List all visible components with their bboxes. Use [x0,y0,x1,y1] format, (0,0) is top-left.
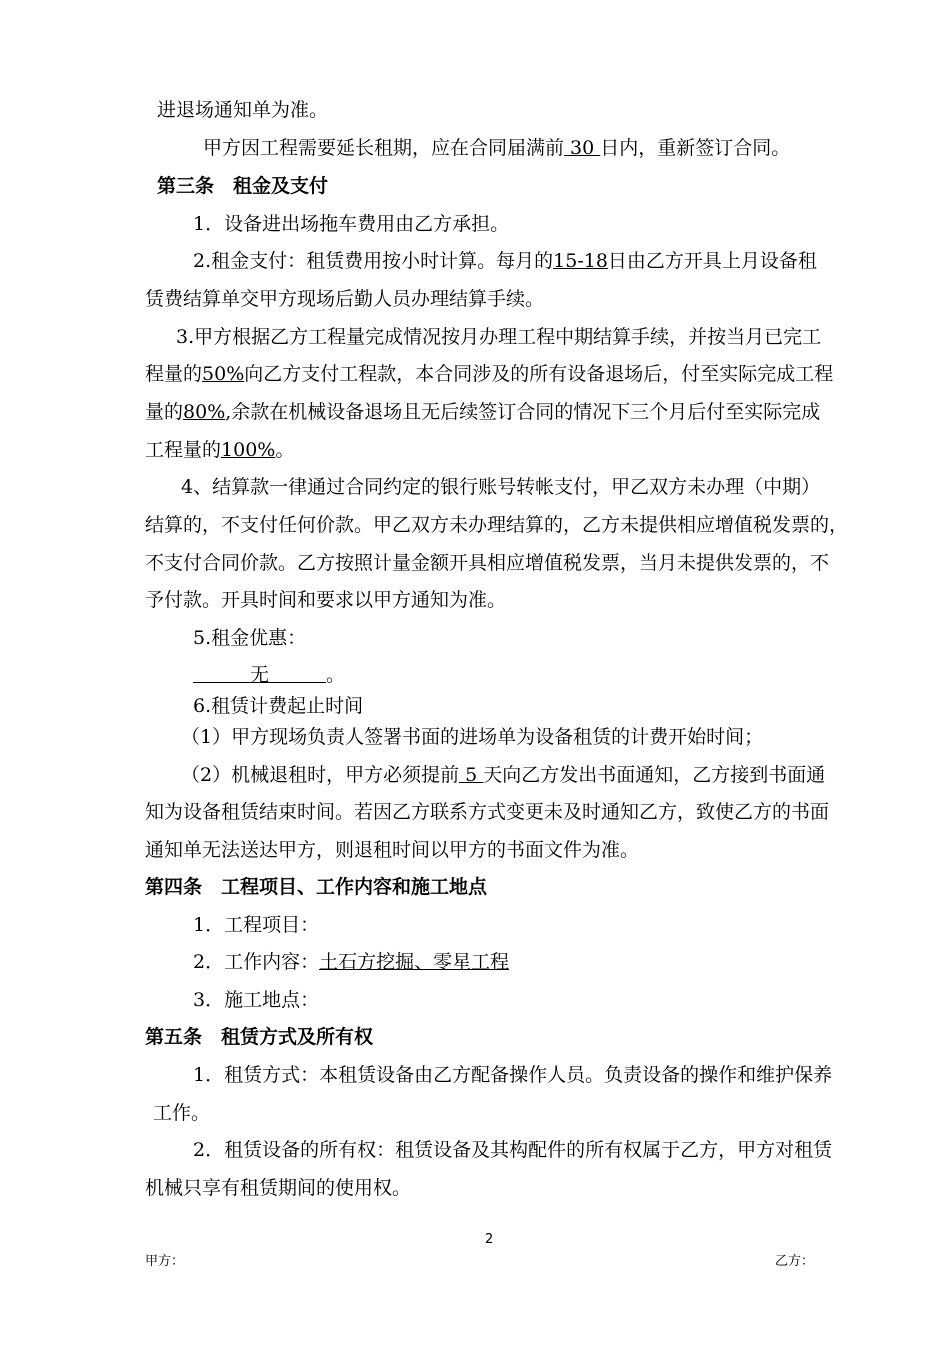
text-line: 机械只享有租赁期间的使用权。 [145,1177,412,1199]
text-line: 程量的50%向乙方支付工程款，本合同涉及的所有设备退场后，付至实际完成工程 [145,363,834,385]
notice-days: 5 [459,764,484,786]
text-line: 量的80%,余款在机械设备退场且无后续签订合同的情况下三个月后付至实际完成 [145,401,821,423]
text-line: 1．租赁方式：本租赁设备由乙方配备操作人员。负责设备的操作和维护保养 [193,1064,833,1086]
text-line: 4、结算款一律通过合同约定的银行账号转帐支付，甲乙双方未办理（中期） [181,476,821,498]
text-line-payment: 2.租金支付：租赁费用按小时计算。每月的15-18日由乙方开具上月设备租 [193,250,817,272]
text-line: 1．工程项目： [193,914,320,936]
text-line: 6.租赁计费起止时间 [193,695,364,717]
text-line: 3．施工地点： [193,989,320,1011]
text-line: 2．工作内容：土石方挖掘、零星工程 [193,951,510,973]
page-number: 2 [485,1232,494,1247]
section-heading-4: 第四条 工程项目、工作内容和施工地点 [145,876,488,898]
text-line: 不支付合同价款。乙方按照计量金额开具相应增值税发票，当月未提供发票的，不 [145,552,830,574]
discount-line: 无 。 [193,664,346,686]
billing-days: 15-18 [553,250,608,272]
text-line: 通知单无法送达甲方，则退租时间以甲方的书面文件为准。 [145,839,640,861]
text-line: 予付款。开具时间和要求以甲方通知为准。 [145,589,507,611]
discount-value: 无 [193,664,327,686]
payment-percent-80: 80% [183,401,226,423]
text-line: 5.租金优惠： [193,627,307,649]
text-line: 工作。 [153,1102,211,1124]
text-line: 2．租赁设备的所有权：租赁设备及其构配件的所有权属于乙方，甲方对租赁 [193,1139,833,1161]
payment-percent-50: 50% [202,363,245,385]
text-line: 赁费结算单交甲方现场后勤人员办理结算手续。 [145,288,545,310]
text-line: 结算的，不支付任何价款。甲乙双方未办理结算的，乙方未提供相应增值税发票的， [145,514,849,536]
text-line: （2）机械退租时，甲方必须提前 5 天向乙方发出书面通知，乙方接到书面通 [181,764,826,786]
section-heading-3: 第三条 租金及支付 [157,175,329,197]
text-line: 1．设备进出场拖车费用由乙方承担。 [193,213,510,235]
text-line: 进退场通知单为准。 [157,99,329,121]
text-line: 3.甲方根据乙方工程量完成情况按月办理工程中期结算手续，并按当月已完工 [176,326,822,348]
payment-percent-100: 100% [221,439,276,461]
days-before-expiry: 30 [564,137,601,159]
work-content: 土石方挖掘、零星工程 [319,951,510,973]
party-b-label: 乙方： [775,1254,815,1269]
text-line: 工程量的100%。 [145,439,295,461]
text-line: 知为设备租赁结束时间。若因乙方联系方式变更未及时通知乙方，致使乙方的书面 [145,801,830,823]
section-heading-5: 第五条 租赁方式及所有权 [145,1026,374,1048]
party-a-label: 甲方： [145,1254,185,1269]
text-line: （1）甲方现场负责人签署书面的进场单为设备租赁的计费开始时间； [181,726,764,748]
text-line-extension-term: 甲方因工程需要延长租期，应在合同届满前 30 日内，重新签订合同。 [203,137,791,159]
